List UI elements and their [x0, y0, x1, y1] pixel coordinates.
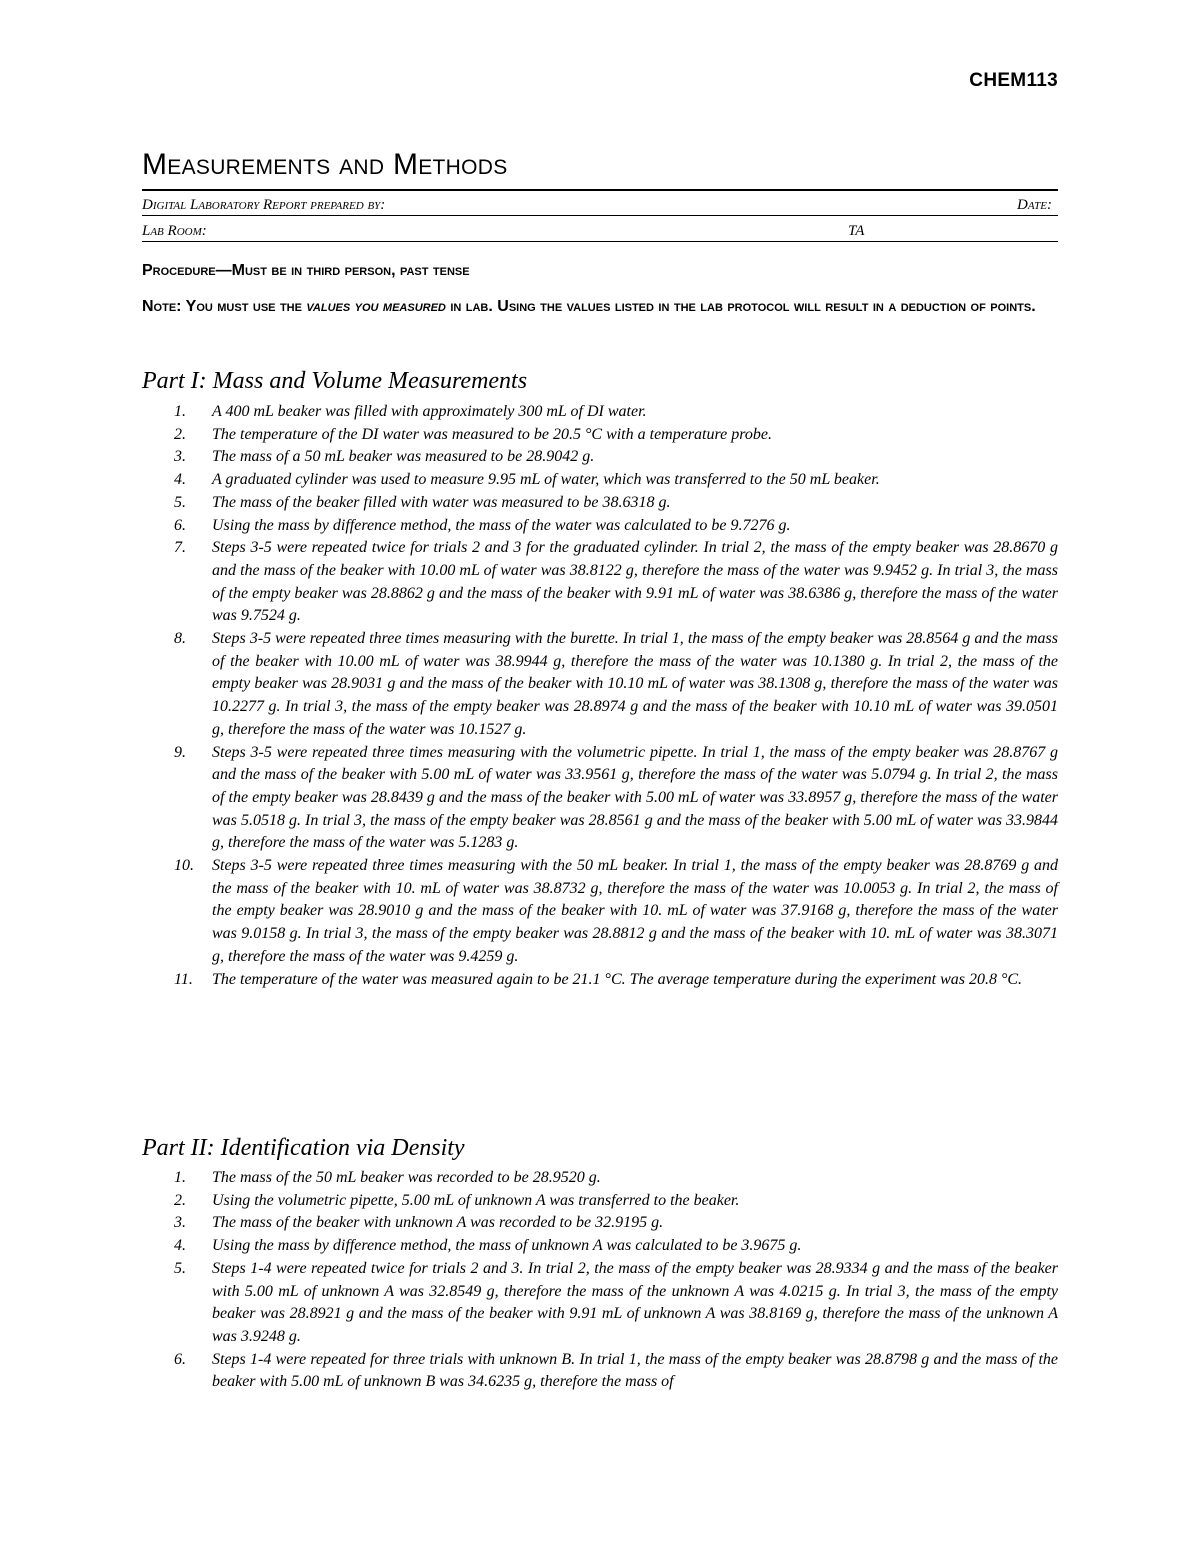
step-number: 7. — [174, 539, 186, 557]
procedure-step — [142, 1190, 1058, 1213]
part1-steps — [142, 401, 1058, 991]
step-text: The mass of the beaker with unknown A was recorded to be 32.9195 g. — [212, 1214, 664, 1232]
lab-room-row — [142, 222, 1058, 242]
step-text: Using the volumetric pipette, 5.00 mL of unknown A was transferred to the beaker. — [212, 1191, 740, 1209]
step-text: Steps 1-4 were repeated twice for trials 2 and 3. In trial 2, the mass of the empty beaker was 28.9334 g and the mass of the beaker with 5.00 mL of unknown A was 32.8549 g, therefore the mass of the unknown A was 4.0215 g. In trial 3, the mass of the empty beaker was 28.8921 g and the mass of the beaker with 9.91 mL of unknown A was 38.8169 g, therefore the mass of the unknown A was 3.9248 g. — [212, 1259, 1058, 1345]
ta-label: TA — [848, 223, 865, 239]
procedure-step — [142, 855, 1058, 969]
part2-title: Part II: Identification via Density — [142, 1135, 465, 1161]
step-number: 2. — [174, 425, 186, 443]
step-number: 4. — [174, 1237, 186, 1255]
procedure-step — [142, 469, 1058, 492]
step-number: 2. — [174, 1191, 186, 1209]
step-text: The mass of a 50 mL beaker was measured to be 28.9042 g. — [212, 448, 595, 466]
step-number: 11. — [174, 970, 193, 988]
course-code: CHEM113 — [969, 70, 1058, 91]
procedure-step — [142, 1349, 1058, 1394]
procedure-step — [142, 1258, 1058, 1349]
part2-steps — [142, 1167, 1058, 1394]
procedure-step — [142, 1212, 1058, 1235]
lab-room-label: Lab Room: — [142, 223, 207, 239]
note-suffix: in lab. Using the values listed in the lab protocol will result in a deduction of points. — [445, 298, 1036, 315]
note-prefix: Note: You must use the — [142, 298, 307, 315]
step-number: 3. — [174, 448, 186, 466]
step-number: 4. — [174, 471, 186, 489]
step-text: Steps 3-5 were repeated twice for trials 2 and 3 for the graduated cylinder. In trial 2, the mass of the empty beaker was 28.8670 g and the mass of the beaker with 10.00 mL of water was 38.8122 g, therefore the mass of the water was 9.9452 g. In trial 3, the mass of the empty beaker was 28.8862 g and the mass of the beaker with 9.91 mL of water was 38.6386 g, therefore the mass of the water was 9.7524 g. — [212, 539, 1058, 625]
step-number: 5. — [174, 1259, 186, 1277]
step-number: 6. — [174, 1350, 186, 1368]
procedure-step — [142, 1235, 1058, 1258]
step-number: 5. — [174, 493, 186, 511]
step-text: The temperature of the DI water was measured to be 20.5 °C with a temperature probe. — [212, 425, 772, 443]
procedure-step — [142, 1167, 1058, 1190]
part1-title: Part I: Mass and Volume Measurements — [142, 368, 528, 394]
procedure-step — [142, 628, 1058, 742]
report-info-row — [142, 196, 1058, 216]
title-divider — [142, 189, 1058, 191]
procedure-step — [142, 515, 1058, 538]
step-text: The mass of the beaker filled with water was measured to be 38.6318 g. — [212, 493, 671, 511]
prepared-by-label: Digital Laboratory Report prepared by: — [142, 197, 386, 213]
step-number: 6. — [174, 516, 186, 534]
procedure-step — [142, 401, 1058, 424]
step-number: 10. — [174, 857, 194, 875]
date-label: Date: — [1017, 197, 1052, 213]
procedure-step — [142, 446, 1058, 469]
step-text: Using the mass by difference method, the mass of the water was calculated to be 9.7276 g. — [212, 516, 791, 534]
step-number: 8. — [174, 630, 186, 648]
step-text: The mass of the 50 mL beaker was recorded to be 28.9520 g. — [212, 1169, 601, 1186]
note-emphasis: values you measured — [306, 298, 446, 315]
page-title: Measurements and Methods — [142, 148, 508, 181]
procedure-heading: Procedure—Must be in third person, past tense — [142, 262, 470, 279]
step-number: 9. — [174, 743, 186, 761]
procedure-step — [142, 492, 1058, 515]
step-text: Steps 3-5 were repeated three times measuring with the 50 mL beaker. In trial 1, the mass of the empty beaker was 28.8769 g and the mass of the beaker with 10. mL of water was 38.8732 g, therefore the mass of the water was 10.0053 g. In trial 2, the mass of the empty beaker was 28.9010 g and the mass of the beaker with 10. mL of water was 37.9168 g, therefore the mass of the water was 9.0158 g. In trial 3, the mass of the empty beaker was 28.8812 g and the mass of the beaker with 10. mL of water was 38.3071 g, therefore the mass of the water was 9.4259 g. — [212, 857, 1058, 965]
step-text: Steps 3-5 were repeated three times measuring with the burette. In trial 1, the mass of the empty beaker was 28.8564 g and the mass of the beaker with 10.00 mL of water was 38.9944 g, therefore the mass of the water was 10.1380 g. In trial 2, the mass of the empty beaker was 28.9031 g and the mass of the beaker with 10.10 mL of water was 38.1308 g, therefore the mass of the water was 10.2277 g. In trial 3, the mass of the empty beaker was 28.8974 g and the mass of the beaker with 10.10 mL of water was 39.0501 g, therefore the mass of the water was 10.1527 g. — [212, 630, 1058, 738]
step-text: Steps 3-5 were repeated three times measuring with the volumetric pipette. In trial 1, the mass of the empty beaker was 28.8767 g and the mass of the beaker with 5.00 mL of water was 33.9561 g, therefore the mass of the water was 5.0794 g. In trial 2, the mass of the empty beaker was 28.8439 g and the mass of the beaker with 5.00 mL of water was 33.8957 g, therefore the mass of the water was 5.0518 g. In trial 3, the mass of the empty beaker was 28.8561 g and the mass of the beaker with 5.00 mL of water was 33.9844 g, therefore the mass of the water was 5.1283 g. — [212, 743, 1058, 852]
procedure-step — [142, 424, 1058, 447]
procedure-note — [142, 292, 1058, 322]
step-number: 1. — [174, 1169, 186, 1186]
step-text: A 400 mL beaker was filled with approximately 300 mL of DI water. — [212, 403, 647, 420]
procedure-step — [142, 969, 1058, 992]
step-text: A graduated cylinder was used to measure 9.95 mL of water, which was transferred to the 50 mL beaker. — [212, 471, 880, 489]
step-text: Steps 1-4 were repeated for three trials with unknown B. In trial 1, the mass of the empty beaker was 28.8798 g and the mass of the beaker with 5.00 mL of unknown B was 34.6235 g, therefore the mass of — [212, 1350, 1058, 1391]
step-text: The temperature of the water was measured again to be 21.1 °C. The average temperature during the experiment was 20.8 °C. — [212, 970, 1023, 988]
step-text: Using the mass by difference method, the mass of unknown A was calculated to be 3.9675 g. — [212, 1237, 802, 1255]
step-number: 3. — [174, 1214, 186, 1232]
procedure-step — [142, 742, 1058, 856]
procedure-step — [142, 537, 1058, 628]
step-number: 1. — [174, 403, 186, 420]
